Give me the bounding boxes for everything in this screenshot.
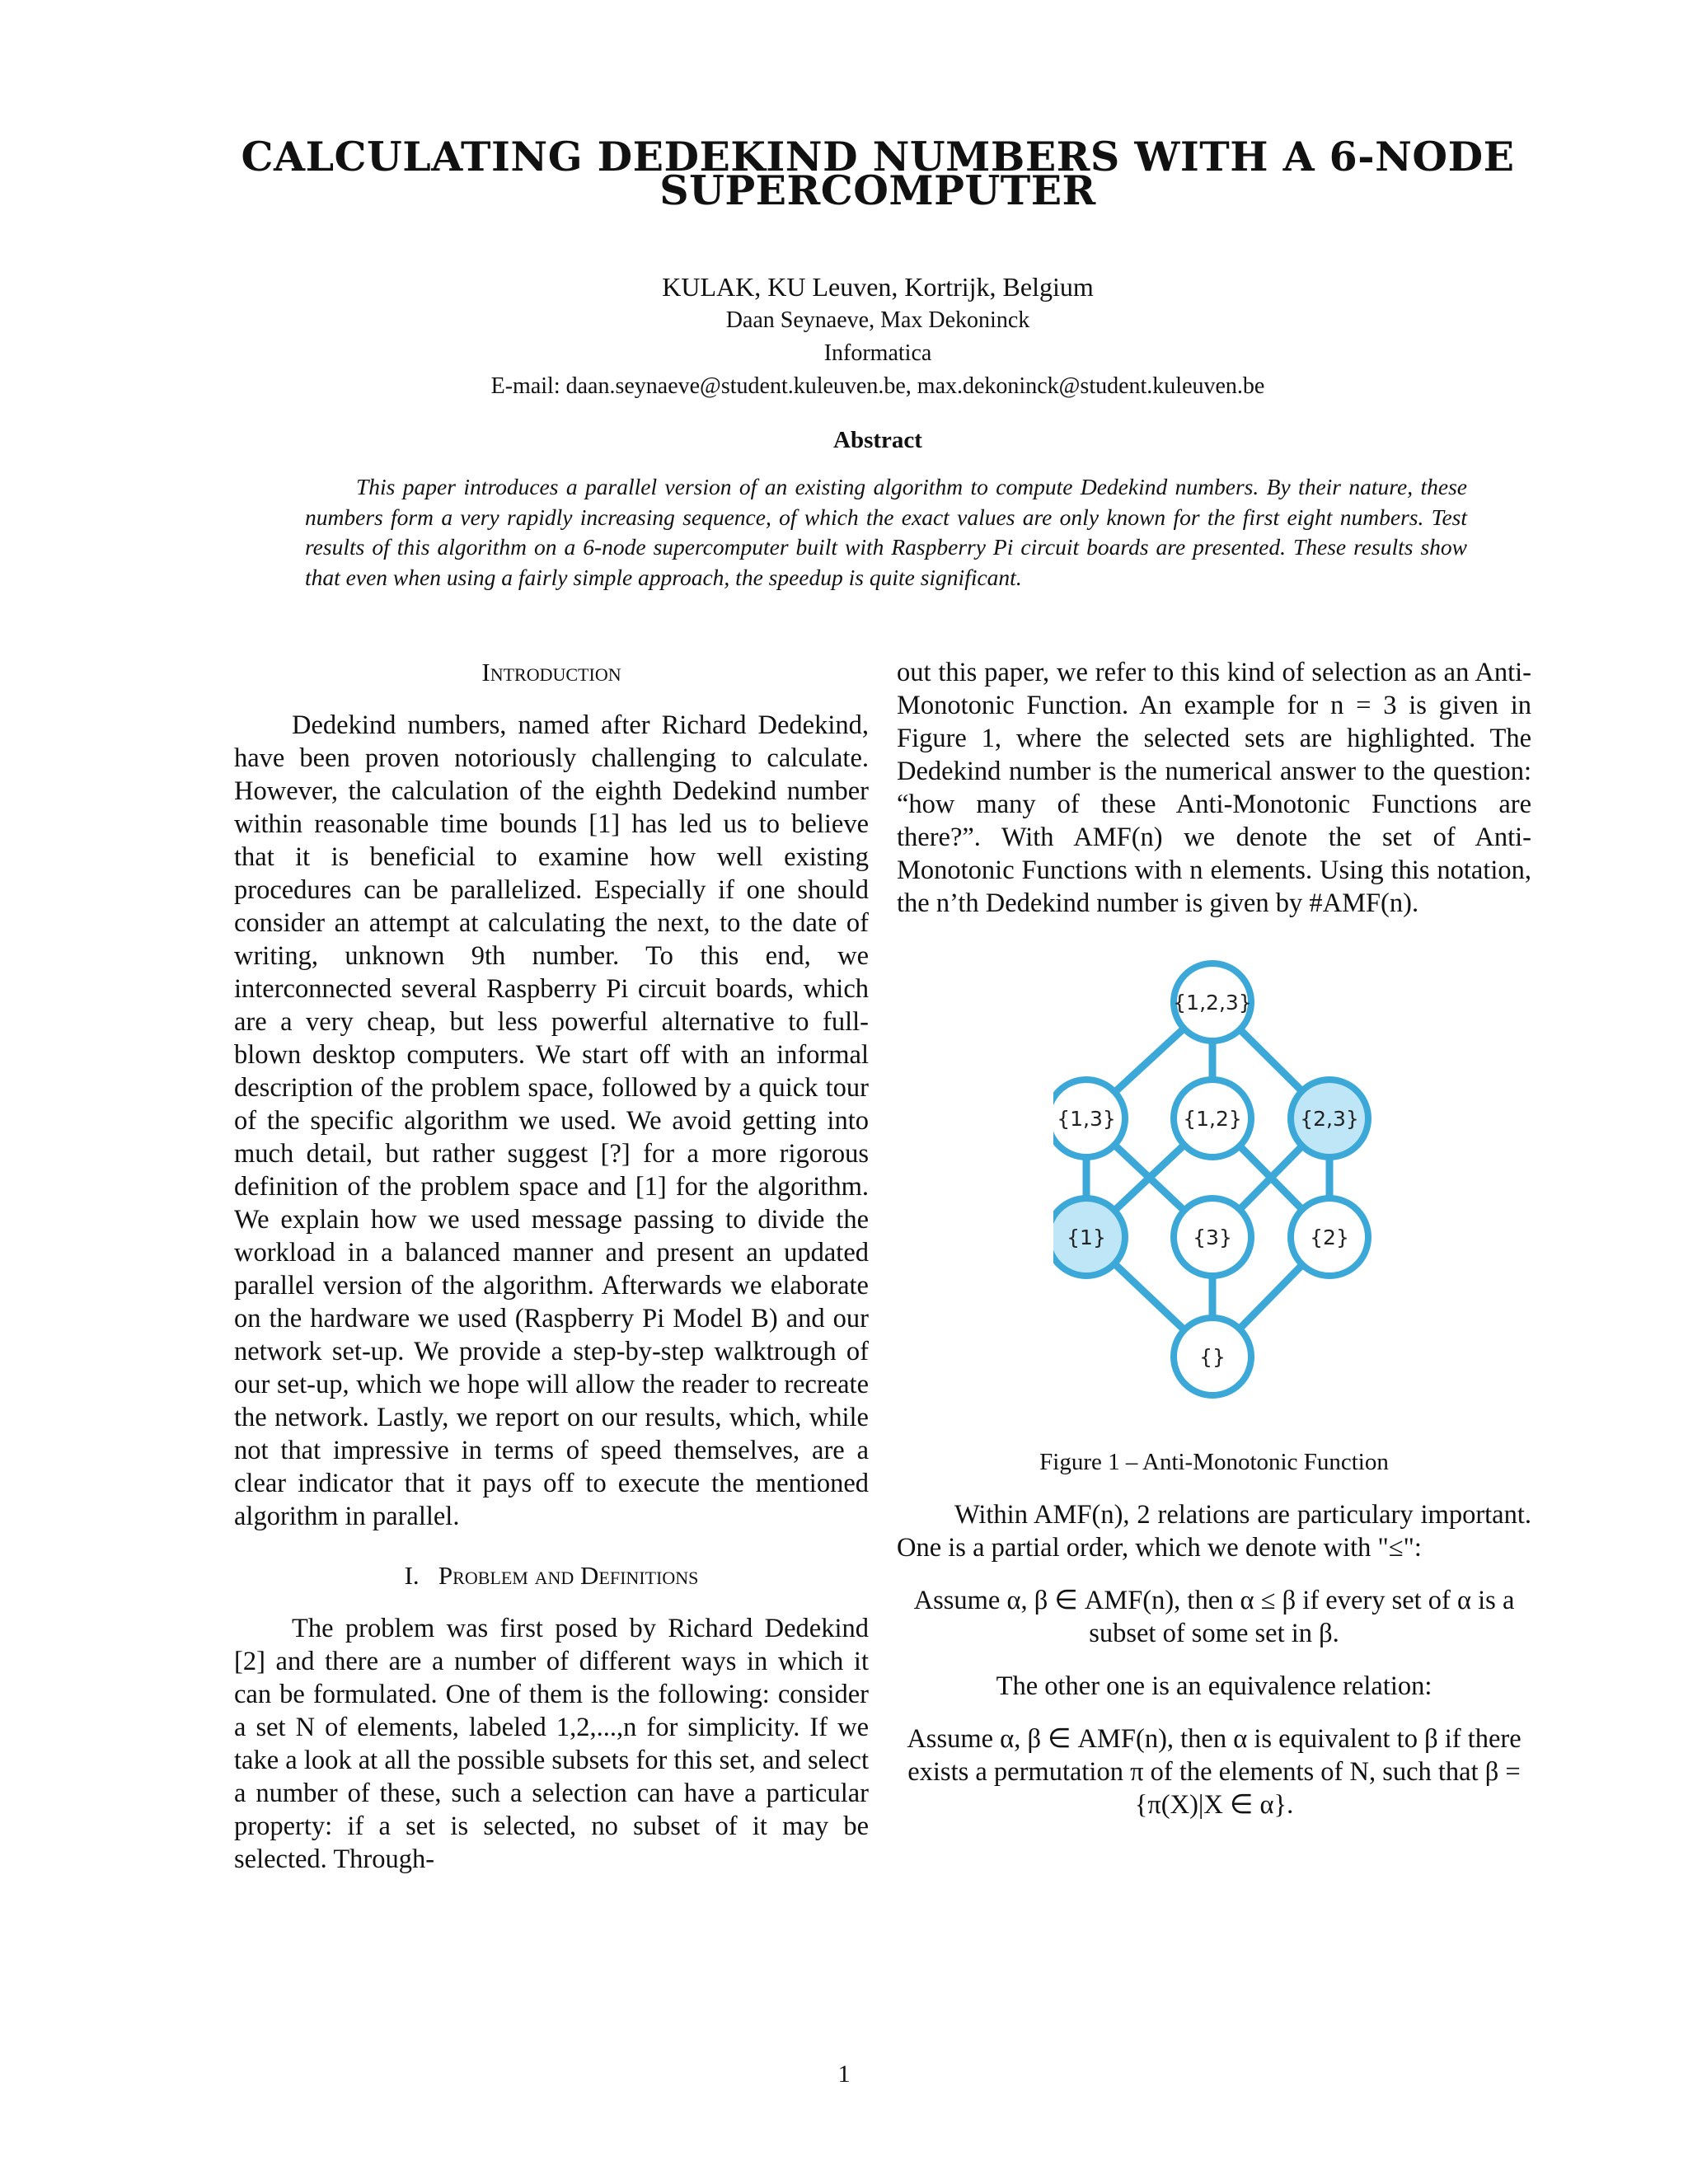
affiliation: KULAK, KU Leuven, Kortrijk, Belgium [662,272,1094,302]
node-3 [1174,1198,1251,1276]
node-label: {1} [1067,1226,1106,1249]
right-column [897,656,1531,1821]
node-label: {1,3} [1057,1107,1116,1131]
node-23-highlighted [1291,1080,1368,1157]
abstract-text: This paper introduces a parallel version of an existing algorithm to compute Dedekind numbers. By their nature, these numbers form a very rapidly increasing sequence, of which the exact values are only known for the first eight numbers. Test results of this algorithm on a 6-node supercomputer built with Raspberry Pi circuit boards are presented. These results show that even when using a fairly simple approach, the speedup is quite significant. [305,474,1467,590]
node-12 [1174,1080,1251,1157]
department: Informatica [823,340,932,366]
introduction-text: Dedekind numbers, named after Richard Dedekind, have been proven notoriously challenging to calculate. However, the calculation of the eighth Dedekind number within reasonable time bounds [1] has led us to believe that it is beneficial to examine how well existing procedures can be parallelized. Especially if one should consider an attempt at calculating the next, to the date of writing, unknown 9th number. To this end, we interconnected several Raspberry Pi circuit boards, which are a very cheap, but less powerful alternative to full-blown desktop computers. We start off with an informal description of the problem space, followed by a quick tour of the specific algorithm we used. We avoid getting into much detail, but rather suggest [?] for a more rigorous definition of the problem space and [1] for the algorithm. We explain how we used message passing to divide the workload in a balanced manner and present an updated parallel version of the algorithm. Afterwards we elaborate on the hardware we used (Raspberry Pi Model B) and our network set-up. We provide a step-by-step walktrough of our set-up, which we hope will allow the reader to recreate the network. Lastly, we report on our results, which, while not that impressive in terms of speed themselves, are a clear indicator that it pays off to execute the mentioned algorithm in parallel. [234,710,869,1531]
relations-text: Within AMF(n), 2 relations are particulary important. One is a partial order, which we denote with "≤": [897,1500,1531,1563]
abstract-heading: Abstract [833,427,922,453]
email: E-mail: daan.seynaeve@student.kuleuven.be, max.dekoninck@student.kuleuven.be [490,373,1265,399]
definition-partial-order: Assume α, β ∈ AMF(n), then α ≤ β if every set of α is a subset of some set in β. [913,1586,1515,1648]
node-2 [1291,1198,1368,1276]
introduction-heading: Introduction [481,658,621,687]
author-block [206,269,1550,403]
node-13 [1053,1080,1125,1157]
node-label: {} [1199,1345,1226,1369]
node-empty [1174,1318,1251,1395]
author-names: Daan Seynaeve, Max Dekoninck [725,307,1030,333]
node-label: {3} [1193,1226,1232,1249]
node-label: {1,2} [1183,1107,1242,1131]
lattice-diagram [1053,951,1383,1413]
right-column-text: out this paper, we refer to this kind of selection as an Anti-Monotonic Function. An example for n = 3 is given in Figure 1, where the selected sets are highlighted. The Dedekind number is the numerical answer to the question: “how many of these Anti-Monotonic Functions are there?”. With AMF(n) we denote the set of Anti-Monotonic Functions with n elements. Using this notation, the n’th Dedekind number is given by #AMF(n). [897,658,1531,918]
equivalence-intro: The other one is an equivalence relation: [996,1671,1432,1701]
figure-1 [897,951,1531,1446]
figure-caption: Figure 1 – Anti-Monotonic Function [1039,1449,1389,1475]
paper-title: CALCULATING DEDEKIND NUMBERS WITH A 6-NODE SUPERCOMPUTER [241,133,1515,214]
node-1-highlighted [1053,1198,1125,1276]
node-label: {2} [1310,1226,1349,1249]
node-label: {1,2,3} [1173,991,1252,1015]
section1-text: The problem was first posed by Richard Dedekind [2] and there are a number of different ways in which it can be formulated. One of them is the following: consider a set N of elements, labeled 1,2,...,n for simplicity. If we take a look at all the possible subsets for this set, and select a number of these, such a selection can have a particular property: if a set is selected, no subset of it may be selected. Through- [234,1614,869,1874]
node-label: {2,3} [1300,1107,1359,1131]
node-123 [1173,963,1251,1041]
page-number: 1 [837,2060,851,2088]
left-column [234,656,869,1876]
section1-heading: I. Problem and Definitions [404,1561,699,1590]
definition-equivalence: Assume α, β ∈ AMF(n), then α is equivalent to β if there exists a permutation π of the elements of N, such that β = {π(X)|X ∈ α}. [907,1724,1522,1820]
